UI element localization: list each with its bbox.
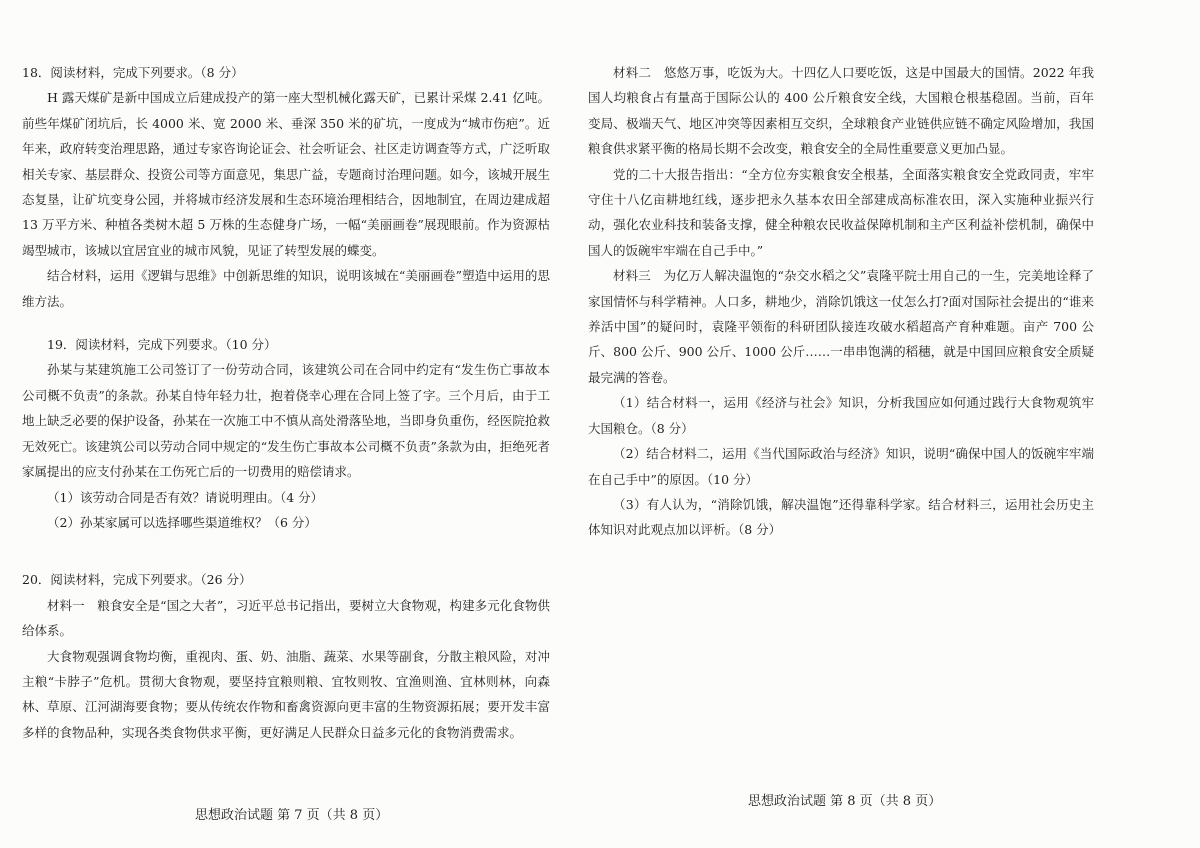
question-20-material-1-detail: 大食物观强调食物均衡，重视肉、蛋、奶、油脂、蔬菜、水果等副食，分散主粮风险，对冲主粮“卡脖子”危机。贯彻大食物观，要坚持宜粮则粮、宜牧则牧、宜渔则渔、宜林则林，向森林、草原、江河湖海要食物；要从传统农作物和畜禽资源向更丰富的生物资源拓展；要开发丰富多样的食物品种，实现各类食物供求平衡，更好满足人民群众日益多元化的食物消费需求。 <box>22 648 550 740</box>
question-20-material-2-quote: 党的二十大报告指出：“全方位夯实粮食安全根基，全面落实粮食安全党政同责，牢牢守住十八亿亩耕地红线，逐步把永久基本农田全部建成高标准农田，深入实施种业振兴行动，强化农业科技和装备支撑，健全种粮农民收益保障机制和主产区利益补偿机制，确保中国人的饭碗牢牢端在自己手中。” <box>588 166 1094 258</box>
question-20-sub-2: （2）结合材料二，运用《当代国际政治与经济》知识，说明“确保中国人的饭碗牢牢端在自己手中”的原因。（10 分） <box>588 446 1094 487</box>
question-20-material-2: 材料二 悠悠万事，吃饭为大。十四亿人口要吃饭，这是中国最大的国情。2022 年我国人均粮食占有量高于国际公认的 400 公斤粮食安全线，大国粮仓根基稳固。当前，百年变局、极端天气、地区冲突等因素相互交织，全球粮食产业链供应链不确定风险增加，我国粮食供求紧平衡的格局长期不会改变，粮食安全的全局性重要意义更加凸显。 <box>588 65 1094 157</box>
question-20-material-3: 材料三 为亿万人解决温饱的“杂交水稻之父”袁隆平院士用自己的一生，完美地诠释了家国情怀与科学精神。人口多，耕地少，消除饥饿这一仗怎么打?面对国际社会提出的“谁来养活中国”的疑问时，袁隆平领衔的科研团队接连攻破水稻超高产育种难题。亩产 700 公斤、800 公斤、900 公斤、1000 公斤……一串串饱满的稻穗，就是中国回应粮食安全质疑最完满的答卷。 <box>588 268 1094 385</box>
right-column <box>588 60 1094 543</box>
question-18-prompt: 结合材料，运用《逻辑与思维》中创新思维的知识，说明该城在“美丽画卷”塑造中运用的思维方法。 <box>22 268 550 309</box>
question-20-material-1: 材料一 粮食安全是“国之大者”，习近平总书记指出，要树立大食物观，构建多元化食物供给体系。 <box>22 597 550 639</box>
question-19-material: 孙某与某建筑施工公司签订了一份劳动合同，该建筑公司在合同中约定有“发生伤亡事故本公司概不负责”的条款。孙某自恃年轻力壮，抱着侥幸心理在合同上签了字。三个月后，由于工地上缺乏必要的保护设备，孙某在一次施工中不慎从高处滑落坠地，当即身负重伤，经医院抢救无效死亡。该建筑公司以劳动合同中规定的“发生伤亡事故本公司概不负责”条款为由，拒绝死者家属提出的应支付孙某在工伤死亡后的一切费用的赔偿请求。 <box>22 362 550 480</box>
question-20-heading: 20．阅读材料，完成下列要求。（26 分） <box>22 572 252 588</box>
question-19-sub-2: （2）孙某家属可以选择哪些渠道维权？（6 分） <box>47 514 317 530</box>
question-19-heading: 19．阅读材料，完成下列要求。（10 分） <box>47 337 277 353</box>
question-19-sub-1: （1）该劳动合同是否有效？请说明理由。（4 分） <box>47 489 324 505</box>
question-18-heading: 18．阅读材料，完成下列要求。（8 分） <box>22 65 244 80</box>
left-column <box>22 60 550 745</box>
question-18-material: H 露天煤矿是新中国成立后建成投产的第一座大型机械化露天矿，已累计采煤 2.41 亿吨。前些年煤矿闭坑后，长 4000 米、宽 2000 米、垂深 350 米的矿坑，一度成为“城市伤疤”。近年来，政府转变治理思路，通过专家咨询论证会、社会听证会、社区走访调查等方式，广泛听取相关专家、基层群众、投资公司等方面意见，集思广益，专题商讨治理问题。如今，该城开展生态复垦，让矿坑变身公园，并将城市经济发展和生态环境治理相结合，因地制宜，在周边建成超 13 万平方米、种植各类树木超 5 万株的生态健身广场，一幅“美丽画卷”展现眼前。作为资源枯竭型城市，该城以宜居宜业的城市风貌，见证了转型发展的蝶变。 <box>22 90 550 258</box>
question-20-sub-3: （3）有人认为，“消除饥饿，解决温饱”还得靠科学家。结合材料三，运用社会历史主体知识对此观点加以评析。（8 分） <box>588 496 1094 538</box>
question-20-sub-1: （1）结合材料一，运用《经济与社会》知识，分析我国应如何通过践行大食物观筑牢大国粮仓。（8 分） <box>588 395 1094 436</box>
page-footer-left: 思想政治试题 第 7 页（共 8 页） <box>195 808 389 823</box>
page-footer-right: 思想政治试题 第 8 页（共 8 页） <box>748 794 942 809</box>
